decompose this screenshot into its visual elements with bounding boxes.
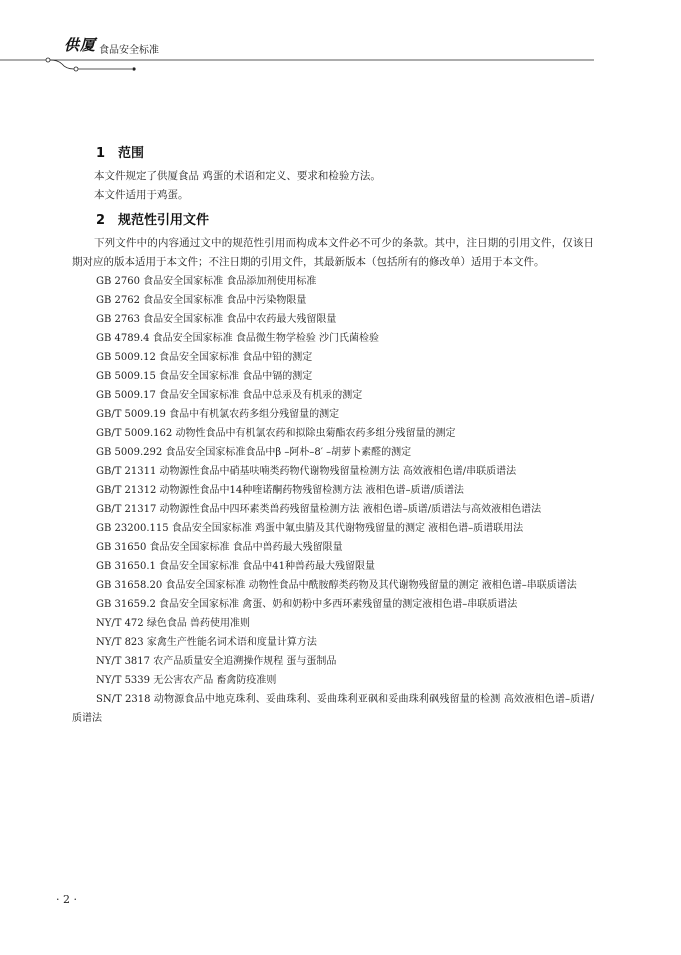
reference-item: GB 2762 食品安全国家标准 食品中污染物限量 <box>96 295 307 306</box>
reference-item: GB/T 5009.162 动物性食品中有机氯农药和拟除虫菊酯农药多组分残留量的测定 <box>96 428 456 439</box>
reference-item: NY/T 3817 农产品质量安全追溯操作规程 蛋与蛋制品 <box>96 656 337 667</box>
reference-item: GB 2763 食品安全国家标准 食品中农药最大残留限量 <box>96 314 337 325</box>
document-body <box>72 142 594 728</box>
reference-item: GB 4789.4 食品安全国家标准 食品微生物学检验 沙门氏菌检验 <box>96 333 380 344</box>
references-intro-paragraph: 下列文件中的内容通过文中的规范性引用而构成本文件必不可少的条款。其中，注日期的引用文件，仅该日期对应的版本适用于本文件；不注日期的引用文件，其最新版本（包括所有的修改单）适用于本文件。 <box>72 237 594 268</box>
section-number: 2 <box>96 213 106 228</box>
scope-paragraph: 本文件适用于鸡蛋。 <box>94 189 189 201</box>
reference-item: NY/T 823 家禽生产性能名词术语和度量计算方法 <box>96 637 317 648</box>
reference-item: GB 31659.2 食品安全国家标准 禽蛋、奶和奶粉中多西环素残留量的测定液相色谱–串联质谱法 <box>96 599 518 610</box>
reference-item: GB/T 21311 动物源性食品中硝基呋喃类药物代谢物残留量检测方法 高效液相色谱/串联质谱法 <box>96 466 517 477</box>
reference-item: GB 31650 食品安全国家标准 食品中兽药最大残留限量 <box>96 542 343 553</box>
header-subtitle: 食品安全标准 <box>99 45 159 56</box>
reference-item: GB 5009.292 食品安全国家标准食品中β –阿朴–8′ –胡萝卜素醛的测定 <box>96 447 412 458</box>
reference-item: GB 2760 食品安全国家标准 食品添加剂使用标准 <box>96 276 317 287</box>
section-number: 1 <box>96 146 106 161</box>
reference-item: GB 5009.12 食品安全国家标准 食品中铅的测定 <box>96 352 313 363</box>
section-title-text: 范围 <box>118 146 145 161</box>
reference-item: GB 31650.1 食品安全国家标准 食品中41种兽药最大残留限量 <box>96 561 375 572</box>
reference-item: GB/T 5009.19 食品中有机氯农药多组分残留量的测定 <box>96 409 340 420</box>
reference-list <box>72 272 594 728</box>
reference-item: GB/T 21312 动物源性食品中14种喹诺酮药物残留检测方法 液相色谱–质谱/质谱法 <box>96 485 464 496</box>
section-heading-scope <box>72 142 594 161</box>
reference-item: GB 5009.15 食品安全国家标准 食品中镉的测定 <box>96 371 313 382</box>
page-number: · 2 · <box>56 893 77 906</box>
reference-item: SN/T 2318 动物源食品中地克珠利、妥曲珠利、妥曲珠利亚砜和妥曲珠利砜残留量的检测 高效液相色谱–质谱/质谱法 <box>72 694 594 724</box>
section-title-text: 规范性引用文件 <box>118 213 210 228</box>
reference-item: GB 23200.115 食品安全国家标准 鸡蛋中氟虫腈及其代谢物残留量的测定 液相色谱–质谱联用法 <box>96 523 524 534</box>
scope-paragraph: 本文件规定了供厦食品 鸡蛋的术语和定义、要求和检验方法。 <box>94 170 381 182</box>
reference-item: GB 31658.20 食品安全国家标准 动物性食品中酰胺醇类药物及其代谢物残留量的测定 液相色谱–串联质谱法 <box>96 580 577 591</box>
reference-item: NY/T 5339 无公害农产品 畜禽防疫准则 <box>96 675 277 686</box>
reference-item: GB/T 21317 动物源性食品中四环素类兽药残留量检测方法 液相色谱–质谱/质谱法与高效液相色谱法 <box>96 504 542 515</box>
reference-item: GB 5009.17 食品安全国家标准 食品中总汞及有机汞的测定 <box>96 390 363 401</box>
reference-item: NY/T 472 绿色食品 兽药使用准则 <box>96 618 251 629</box>
header-rule-ornament <box>0 0 681 80</box>
section-heading-normative-references <box>72 209 594 228</box>
brand-logo-script: 供厦 <box>64 36 97 54</box>
page-header <box>0 0 681 80</box>
